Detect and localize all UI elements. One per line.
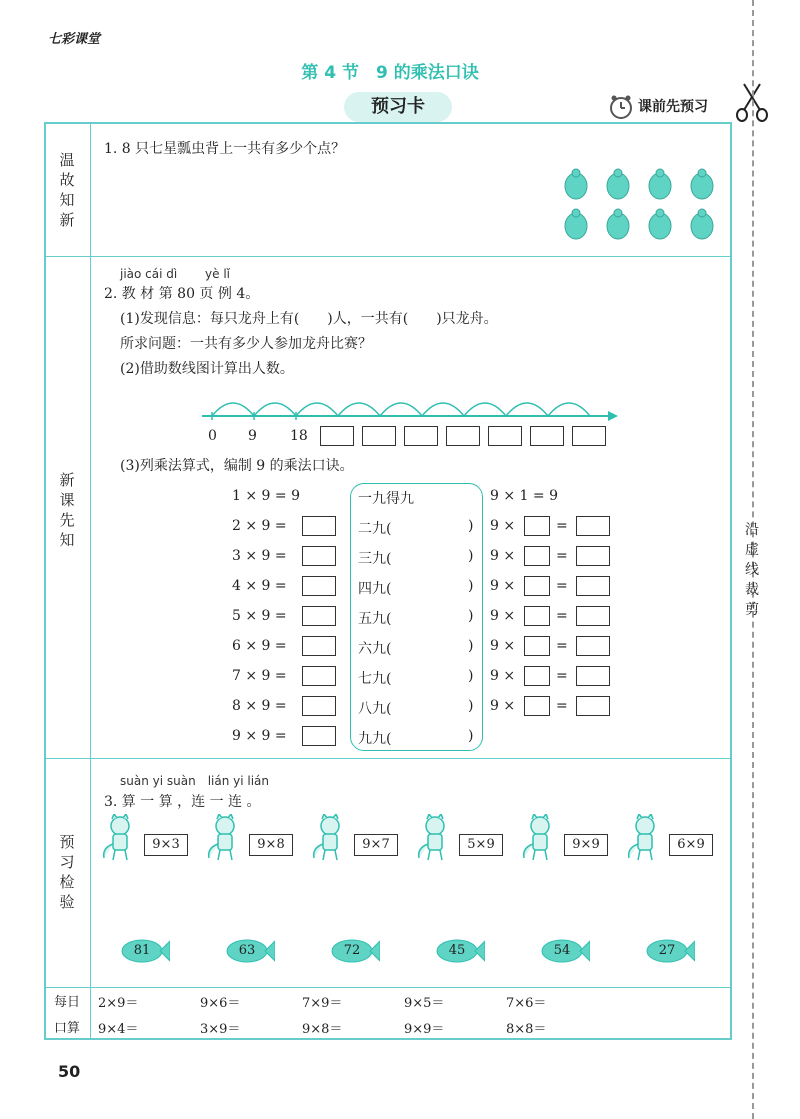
drill-item: 9×4＝ bbox=[98, 1022, 139, 1037]
answer-box[interactable] bbox=[576, 516, 610, 536]
brand-logo: 七彩课堂 bbox=[48, 32, 101, 47]
equation-left: 1 × 9 = 9 bbox=[232, 488, 300, 504]
equation-right-times: 9 × bbox=[490, 548, 516, 564]
question-2-title: 2. 教 材 第 80 页 例 4。 bbox=[104, 286, 260, 302]
fish-number[interactable]: 45 bbox=[448, 943, 466, 958]
equation-right-times: 9 × bbox=[490, 698, 516, 714]
cat-icon bbox=[310, 814, 350, 862]
answer-box[interactable] bbox=[576, 696, 610, 716]
drill-item: 9×9＝ bbox=[404, 1022, 445, 1037]
rhyme-text: 四九( bbox=[358, 581, 392, 597]
expression-card[interactable]: 9×8 bbox=[249, 834, 293, 856]
nl-label-0: 0 bbox=[208, 428, 217, 444]
answer-box[interactable] bbox=[302, 546, 336, 566]
rhyme-text: 五九( bbox=[358, 611, 392, 627]
equation-right-times: 9 × bbox=[490, 608, 516, 624]
question-2-line2: 所求问题：一共有多少人参加龙舟比赛？ bbox=[120, 336, 372, 352]
cat-icon bbox=[205, 814, 245, 862]
ladybug-group bbox=[556, 166, 726, 246]
clock-icon bbox=[608, 94, 634, 120]
rhyme-text: 六九( bbox=[358, 641, 392, 657]
answer-box[interactable] bbox=[302, 576, 336, 596]
answer-box[interactable] bbox=[404, 426, 438, 446]
drill-item: 9×8＝ bbox=[302, 1022, 343, 1037]
equation-left: 7 × 9 = bbox=[232, 668, 287, 684]
equation-left: 9 × 9 = bbox=[232, 728, 287, 744]
equation-right: 9 × 1 = 9 bbox=[490, 488, 558, 504]
section-divider bbox=[44, 987, 732, 988]
pinyin: suàn yi suàn lián yi lián bbox=[120, 774, 270, 788]
equation-left: 6 × 9 = bbox=[232, 638, 287, 654]
rhyme-paren: ) bbox=[468, 548, 474, 564]
rhyme-text: 七九( bbox=[358, 671, 392, 687]
drill-item: 8×8＝ bbox=[506, 1022, 547, 1037]
answer-box[interactable] bbox=[362, 426, 396, 446]
equation-right-eq: = bbox=[556, 668, 568, 684]
equation-right-eq: = bbox=[556, 548, 568, 564]
equation-left: 5 × 9 = bbox=[232, 608, 287, 624]
expression-card[interactable]: 6×9 bbox=[669, 834, 713, 856]
answer-box[interactable] bbox=[572, 426, 606, 446]
answer-box[interactable] bbox=[302, 606, 336, 626]
section-label-daily: 每日 口算 bbox=[53, 995, 80, 1036]
answer-box[interactable] bbox=[524, 636, 550, 656]
rhyme-text: 二九( bbox=[358, 521, 392, 537]
drill-item: 7×6＝ bbox=[506, 996, 547, 1011]
drill-item: 2×9＝ bbox=[98, 996, 139, 1011]
answer-box[interactable] bbox=[530, 426, 564, 446]
lesson-title: 第 4 节 9 的乘法口诀 bbox=[301, 63, 479, 83]
section-label-check: 预 习 检 验 bbox=[59, 833, 75, 911]
equation-left: 2 × 9 = bbox=[232, 518, 287, 534]
section-divider bbox=[44, 256, 732, 257]
question-1: 1. 8 只七星瓢虫背上一共有多少个点？ bbox=[104, 141, 346, 157]
answer-box[interactable] bbox=[524, 516, 550, 536]
rhyme-paren: ) bbox=[468, 578, 474, 594]
rhyme-text: 九九( bbox=[358, 731, 392, 747]
expression-card[interactable]: 9×7 bbox=[354, 834, 398, 856]
answer-box[interactable] bbox=[576, 576, 610, 596]
fish-number[interactable]: 72 bbox=[343, 943, 361, 958]
equation-right-eq: = bbox=[556, 608, 568, 624]
fish-number[interactable]: 27 bbox=[658, 943, 676, 958]
answer-box[interactable] bbox=[524, 696, 550, 716]
equation-right-times: 9 × bbox=[490, 578, 516, 594]
number-line bbox=[196, 380, 636, 460]
answer-box[interactable] bbox=[446, 426, 480, 446]
answer-box[interactable] bbox=[524, 576, 550, 596]
equation-right-eq: = bbox=[556, 578, 568, 594]
question-2-line1: (1)发现信息：每只龙舟上有( )人，一共有( )只龙舟。 bbox=[120, 311, 498, 327]
prestudy-label: 课前先预习 bbox=[638, 99, 708, 115]
card-title: 预习卡 bbox=[344, 92, 452, 122]
cat-icon bbox=[625, 814, 665, 862]
rhyme-paren: ) bbox=[468, 698, 474, 714]
equation-left: 8 × 9 = bbox=[232, 698, 287, 714]
expression-card[interactable]: 5×9 bbox=[459, 834, 503, 856]
expression-card[interactable]: 9×9 bbox=[564, 834, 608, 856]
equation-right-eq: = bbox=[556, 698, 568, 714]
equation-right-eq: = bbox=[556, 518, 568, 534]
question-2-line4: (3)列乘法算式，编制 9 的乘法口诀。 bbox=[120, 458, 354, 474]
answer-box[interactable] bbox=[302, 696, 336, 716]
equation-right-times: 9 × bbox=[490, 518, 516, 534]
drill-item: 7×9＝ bbox=[302, 996, 343, 1011]
question-3-title: 3. 算 一 算 ，连 一 连 。 bbox=[104, 794, 261, 810]
section-label-new: 新 课 先 知 bbox=[59, 471, 75, 549]
answer-box[interactable] bbox=[302, 636, 336, 656]
page-number: 50 bbox=[58, 1062, 81, 1081]
rhyme-text: 八九( bbox=[358, 701, 392, 717]
rhyme-paren: ) bbox=[468, 728, 474, 744]
answer-box[interactable] bbox=[524, 546, 550, 566]
rhyme-paren: ) bbox=[468, 668, 474, 684]
nl-label-9: 9 bbox=[248, 428, 257, 444]
fish-number[interactable]: 63 bbox=[238, 943, 256, 958]
cat-icon bbox=[100, 814, 140, 862]
equation-right-times: 9 × bbox=[490, 668, 516, 684]
section-divider bbox=[44, 758, 732, 759]
answer-box[interactable] bbox=[320, 426, 354, 446]
equation-right-times: 9 × bbox=[490, 638, 516, 654]
answer-box[interactable] bbox=[524, 666, 550, 686]
drill-item: 3×9＝ bbox=[200, 1022, 241, 1037]
answer-box[interactable] bbox=[576, 606, 610, 626]
answer-box[interactable] bbox=[302, 516, 336, 536]
answer-box[interactable] bbox=[488, 426, 522, 446]
nl-label-18: 18 bbox=[290, 428, 308, 444]
equation-left: 4 × 9 = bbox=[232, 578, 287, 594]
section-label-review: 温 故 知 新 bbox=[59, 151, 75, 229]
answer-box[interactable] bbox=[576, 636, 610, 656]
column-divider bbox=[90, 122, 91, 1040]
drill-item: 9×6＝ bbox=[200, 996, 241, 1011]
answer-box[interactable] bbox=[524, 606, 550, 626]
equation-left: 3 × 9 = bbox=[232, 548, 287, 564]
fish-number[interactable]: 54 bbox=[553, 943, 571, 958]
drill-item: 9×5＝ bbox=[404, 996, 445, 1011]
question-2-line3: (2)借助数线图计算出人数。 bbox=[120, 361, 294, 377]
cut-label: 沿 虚 线 裁 剪 bbox=[745, 522, 759, 618]
rhyme-text: 一九得九 bbox=[358, 491, 414, 507]
expression-card[interactable]: 9×3 bbox=[144, 834, 188, 856]
cat-icon bbox=[415, 814, 455, 862]
equation-right-eq: = bbox=[556, 638, 568, 654]
cat-icon bbox=[520, 814, 560, 862]
fish-number[interactable]: 81 bbox=[133, 943, 151, 958]
rhyme-paren: ) bbox=[468, 608, 474, 624]
rhyme-paren: ) bbox=[468, 638, 474, 654]
rhyme-paren: ) bbox=[468, 518, 474, 534]
answer-box[interactable] bbox=[302, 666, 336, 686]
answer-box[interactable] bbox=[302, 726, 336, 746]
rhyme-text: 三九( bbox=[358, 551, 392, 567]
pinyin: jiào cái dì yè lǐ bbox=[120, 267, 231, 281]
answer-box[interactable] bbox=[576, 546, 610, 566]
answer-box[interactable] bbox=[576, 666, 610, 686]
